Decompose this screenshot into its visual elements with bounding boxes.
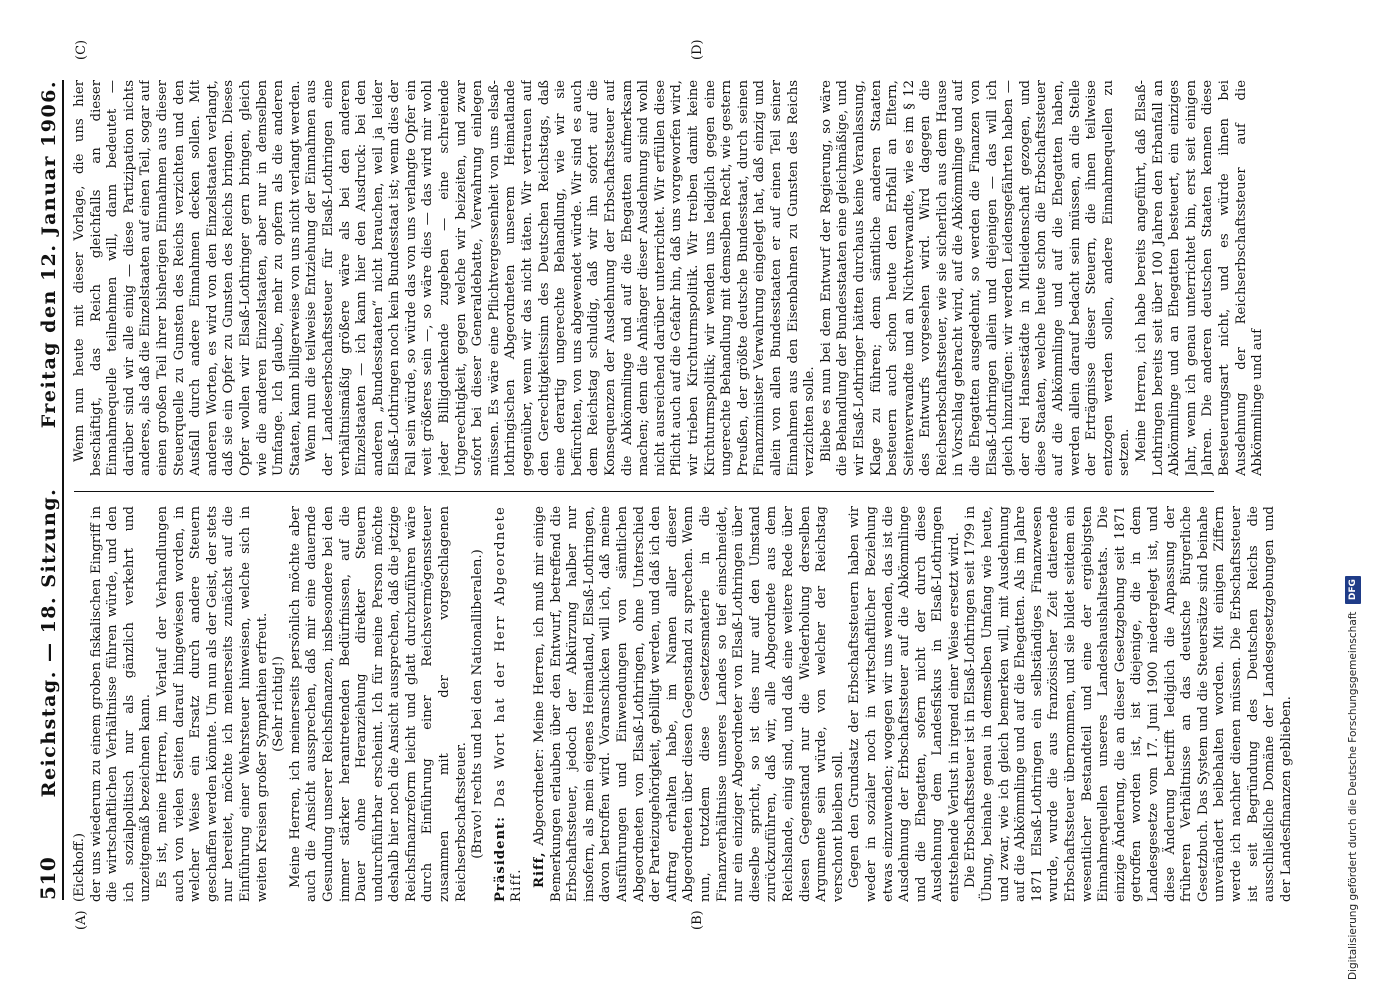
interjection: (Sehr richtig!) <box>271 656 287 752</box>
session-date: Freitag den 12. Januar 1906. <box>38 80 60 429</box>
paragraph: Bliebe es nun bei dem Entwurf der Regierung, so wäre die Behandlung der Bundesstaaten eine gleichmäßige, und wir Elsaß-Lothringer hätten durchaus keine Veranlassung, Klage zu führen; denn sämtliche anderen Staaten besteuern auch schon heute den Erbfall an Eltern, Seitenverwandte und an Nichtverwandte, wie es im § 12 des Entwurfs vorgesehen wird. Wird dagegen die Reichserbschaftssteuer, wie sie sicherlich aus dem Hause in Vorschlag gebracht wird, auf die Abkömmlinge und auf die Ehegatten ausgedehnt, so werden die Finanzen von Elsaß-Lothringen allein und diejenigen — das will ich gleich hinzufügen: wir werden Leidensgefährten haben — der drei Hansestädte in Mitleidenschaft gezogen, und diese Staaten, welche heute schon die Erbschaftssteuer auf die Abkömmlinge und auf die Ehegatten haben, werden allein darauf bedacht sein müssen, an die Stelle der Erträgnisse dieser Steuern, die ihnen teilweise entzogen werden sollen, andere Einnahmequellen zu setzen. <box>818 80 1133 476</box>
page-header <box>26 80 60 900</box>
digitization-credit <box>1342 20 1364 980</box>
margin-marker-a: (A) <box>74 910 89 930</box>
column-divider <box>74 491 1214 492</box>
speech-start <box>532 506 847 902</box>
president-remark <box>493 506 526 902</box>
left-column <box>72 506 1302 902</box>
right-column <box>72 80 1302 476</box>
margin-marker-b: (B) <box>690 910 705 930</box>
paragraph: Die Erbschaftssteuer ist in Elsaß-Lothringen seit 1799 in Übung, beinahe genau in demselben Umfang wie heute, und zwar, wie ich gleich bemerken will, mit Ausdehnung auf die Abkömmlinge und auf die Ehegatten. Als im Jahre 1871 Elsaß-Lothringen ein selbständiges Finanzwesen wurde, wurde die aus französischer Zeit datierende Erbschaftssteuer übernommen, und sie bildet seitdem ein wesentlicher Bestandteil und eine der ergiebigsten Einnahmequellen unseres Landeshaushaltsetats. Die einzige Änderung, die an dieser Gesetzgebung seit 1871 getroffen worden ist, ist diejenige, die in dem Landesgesetze vom 17. Juni 1900 niedergelegt ist, und diese Änderung betrifft lediglich die Anpassung der früheren Verhältnisse an das deutsche Bürgerliche Gesetzbuch. Das System und die Steuersätze sind beinahe unverändert beibehalten worden. Mit einigen Ziffern werde ich nachher dienen müssen. Die Erbschaftssteuer ist seit Begründung des Deutschen Reichs die ausschließliche Domäne der Landesgesetzgebungen und der Landesfinanzen geblieben. <box>963 506 1294 902</box>
page-number: 510 <box>36 856 60 900</box>
margin-marker-c: (C) <box>74 39 89 60</box>
margin-marker-d: (D) <box>690 39 705 60</box>
interjection: (Bravo! rechts und bei den Nationalliberalen.) <box>470 549 486 859</box>
speaker-continuation: (Eickhoff.) <box>72 832 87 902</box>
paragraph: Gegen den Grundsatz der Erbschaftssteuern haben wir weder in sozialer noch in wirtschaftlicher Beziehung etwas einzuwenden; wogegen wir uns wenden, das ist die Ausdehnung der Erbschaftssteuer auf die Abkömmlinge und die Ehegatten, sofern nicht der durch diese Ausdehnung dem Landesfiskus in Elsaß-Lothringen entstehende Verlust in irgend einer Weise ersetzt wird. <box>847 506 962 902</box>
paragraph: der uns wiederum zu einem groben fiskalischen Eingriff in die wirtschaftlichen Verhältnisse führen würde, und den ich sozialpolitisch nur als gänzlich verkehrt und unzeitgemäß bezeichnen kann. <box>88 506 154 902</box>
speaker-label: Riff, <box>532 851 548 888</box>
credit-text: Digitalisierung gefördert durch die Deutsche Forschungsgemeinschaft <box>1347 611 1359 980</box>
paragraph: Wenn nun die teilweise Entziehung der Einnahmen aus der Landeserbschaftssteuer für Elsaß-Lothringen eine verhältnismäßig größere wäre als bei den anderen Einzelstaaten — ich kann hier den Ausdruck: bei den anderen „Bundesstaaten“ nicht brauchen, weil ja leider Elsaß-Lothringen noch kein Bundesstaat ist; wenn dies der Fall sein würde, so würde das von uns verlangte Opfer ein weit größeres sein —, so wäre dies — das wird mir wohl jeder Billigdenkende zugeben — eine schreiende Ungerechtigkeit, gegen welche wir beizeiten, und zwar sofort bei dieser Generaldebatte, Verwahrung einlegen müssen. Es wäre eine Pflichtvergessenheit von uns elsaß-lothringischen Abgeordneten unserem Heimatlande gegenüber, wenn wir das nicht täten. Wir vertrauen auf den Gerechtigkeitssinn des Deutschen Reichstags, daß eine derartig ungerechte Behandlung, wie wir sie befürchten, von uns abgewendet würde. Wir sind es auch dem Reichstag schuldig, daß wir ihn sofort auf die Konsequenzen der Ausdehnung der Erbschaftssteuer auf die Abkömmlinge und auf die Ehegatten aufmerksam machen; denn die Anhänger dieser Ausdehnung sind wohl nicht ausreichend darüber unterrichtet. Wir erfüllen diese Pflicht auch auf die Gefahr hin, daß uns vorgeworfen wird, wir trieben Kirchturmspolitik. Wir treiben damit keine Kirchturmspolitik; wir wenden uns lediglich gegen eine ungerechte Behandlung mit demselben Recht, wie gestern Preußen, der größte deutsche Bundesstaat, durch seinen Finanzminister Verwahrung eingelegt hat, daß einzig und allein von allen Bundesstaaten er auf einen Teil seiner Einnahmen aus den Eisenbahnen zu Gunsten des Reichs verzichten solle. <box>304 80 818 476</box>
session-title: Reichstag. — 18. Sitzung. <box>38 487 60 798</box>
remark-text: Das Wort hat der Herr Abgeordnete Riff. <box>492 506 525 902</box>
paragraph: Es ist, meine Herren, im Verlauf der Verhandlungen auch von vielen Seiten darauf hingewiesen worden, in welcher Weise ein Ersatz durch andere Steuern geschaffen werden könnte. Um nun als der Geist, der stets nur bereitet, möchte ich meinerseits zunächst auf die Einführung einer Wehrsteuer hinweisen, welche sich in weiten Kreisen großer Sympathien erfreut. <box>154 506 270 902</box>
speaker-label: Präsident: <box>492 815 508 902</box>
paragraph: Meine Herren, ich meinerseits persönlich möchte aber auch die Ansicht aussprechen, daß mir eine dauernde Gesundung unserer Reichsfinanzen, insbesondere bei den immer stärker herantretenden Bedürfnissen, auf die Dauer ohne Heranziehung direkter Steuern undurchführbar erscheint. Ich für meine Person möchte deshalb hier noch die Ansicht aussprechen, daß die jetzige Reichsfinanzreform leicht und glatt durchzuführen wäre durch Einführung einer Reichsvermögenssteuer zusammen mit der vorgeschlagenen Reichserbschaftssteuer. <box>287 506 469 902</box>
paragraph: Meine Herren, ich habe bereits angeführt, daß Elsaß-Lothringen bereits seit über 100 Jahren den Erbanfall an Abkömmlinge und an Ehegatten besteuert, ein einziges Jahr, wenn ich genau unterrichtet bin, erst seit einigen Jahren. Die anderen deutschen Staaten kennen diese Besteuerungsart nicht, und es würde ihnen bei Ausdehnung der Reichserbschaftssteuer auf die Abkömmlinge und auf <box>1134 80 1266 476</box>
paragraph: Wenn nun heute mit dieser Vorlage, die uns hier beschäftigt, das Reich gleichfalls an dieser Einnahmequelle teilnehmen will, dann bedeutet — darüber sind wir alle einig — diese Partizipation nichts anderes, als daß die Einzelstaaten auf einen Teil, sogar auf einen großen Teil ihrer bisherigen Einnahmen aus dieser Steuerquelle zu Gunsten des Reichs verzichten und den Ausfall durch andere Einnahmen decken sollen. Mit anderen Worten, es wird von den Einzelstaaten verlangt, daß sie ein Opfer zu Gunsten des Reichs bringen. Dieses Opfer wollen wir Elsaß-Lothringer gern bringen, gleich wie die anderen Einzelstaaten, aber nur in demselben Umfange. Ich glaube, mehr zu opfern als die anderen Staaten, kann billigerweise von uns nicht verlangt werden. <box>72 80 303 476</box>
header-rule <box>62 80 64 900</box>
dfg-logo-icon: DFG <box>1345 576 1361 604</box>
speech-text: Abgeordneter: Meine Herren, ich muß mir einige Bemerkungen erlauben über den Entwurf, betreffend die Erbschaftssteuer, jedoch der Abkürzung halber nur insofern, als mein eigenes Heimatland, Elsaß-Lothringen, davon betroffen wird. Voranschicken will ich, daß meine Ausführungen und Einwendungen von sämtlichen Abgeordneten von Elsaß-Lothringen, ohne Unterschied der Parteizugehörigkeit, gebilligt werden, und daß ich den Auftrag erhalten habe, im Namen aller dieser Abgeordneten über diesen Gegenstand zu sprechen. Wenn nun, trotzdem diese Gesetzesmaterie in die Finanzverhältnisse unseres Landes so tief einschneidet, nur ein einziger Abgeordneter von Elsaß-Lothringen über dieselbe spricht, so ist dies nur auf den Umstand zurückzuführen, daß wir, alle Abgeordnete aus dem Reichslande, einig sind, und daß eine weitere Rede über diesen Gegenstand nur die Wiederholung derselben Argumente sein würde, von welcher der Reichstag verschont bleiben soll. <box>532 506 846 902</box>
